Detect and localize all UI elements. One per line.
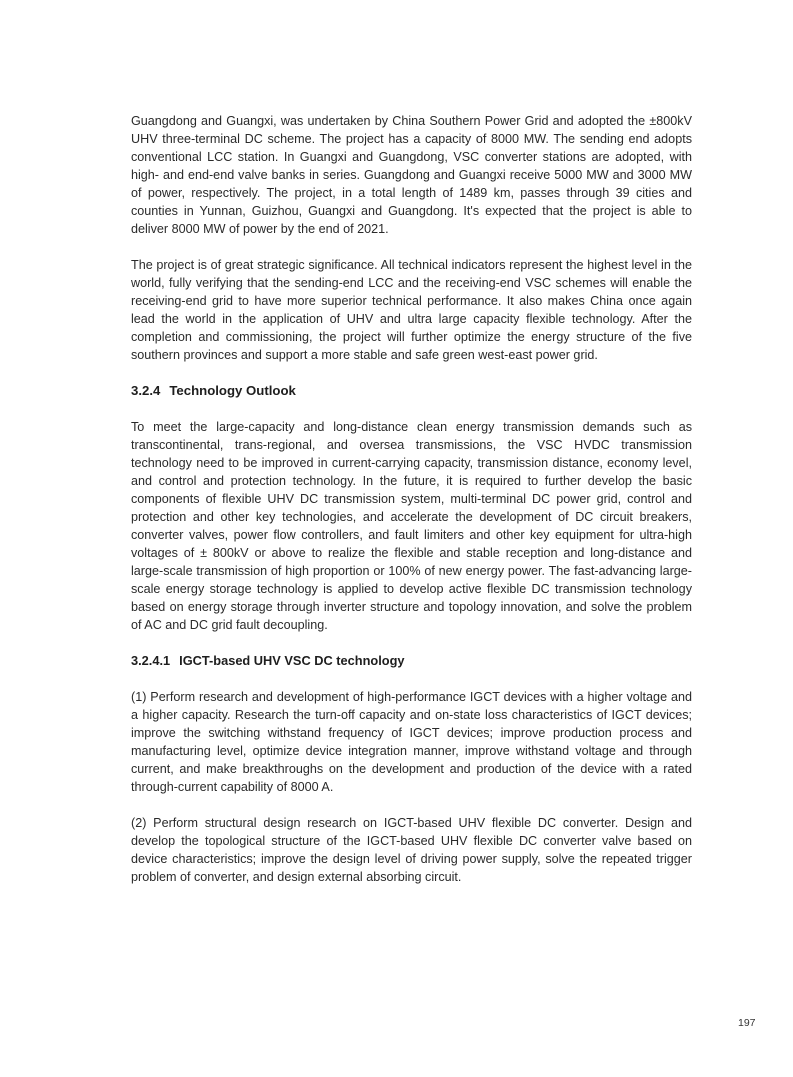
section-heading [131,382,692,400]
section-number: 3.2.4 [131,383,161,398]
section-title: Technology Outlook [169,383,296,398]
paragraph-technology-outlook: To meet the large-capacity and long-distance clean energy transmission demands such as transcontinental, trans-regional, and oversea transmissions, the VSC HVDC transmission technology need to be improved in current-carrying capacity, transmission distance, economy level, and control and protection technology. In the future, it is required to further develop the basic components of flexible UHV DC transmission system, multi-terminal DC power grid, control and protection and other key technologies, and accelerate the development of DC circuit breakers, converter valves, power flow controllers, and fault limiters and other key equipment for ultra-high voltages of ± 800kV or above to realize the flexible and stable reception and long-distance and large-scale transmission of high proportion or 100% of new energy power. The fast-advancing large-scale energy storage technology is applied to develop active flexible DC transmission technology based on energy storage through inverter structure and topology innovation, and solve the problem of AC and DC grid fault decoupling. [131,420,692,632]
list-item-1: (1) Perform research and development of high-performance IGCT devices with a higher voltage and a higher capacity. Research the turn-off capacity and on-state loss characteristics of IGCT devices; improve the switching withstand frequency of IGCT devices; improve production process and manufacturing level, optimize device integration manner, improve withstand voltage and through current, and make breakthroughs on the development and production of the device with a rated through-current capability of 8000 A. [131,690,692,794]
page-number: 197 [738,1017,756,1029]
paragraph-strategic-significance: The project is of great strategic significance. All technical indicators represent the highest level in the world, fully verifying that the sending-end LCC and the receiving-end VSC schemes will enable the receiving-end grid to have more superior technical performance. It also makes China once again lead the world in the application of UHV and ultra large capacity flexible technology. After the completion and commissioning, the project will further optimize the energy structure of the five southern provinces and support a more stable and safe green west-east power grid. [131,258,692,362]
list-item-2: (2) Perform structural design research on IGCT-based UHV flexible DC converter. Design and develop the topological structure of the IGCT-based UHV flexible DC converter valve based on device characteristics; improve the design level of driving power supply, solve the repeated trigger problem of converter, and design external absorbing circuit. [131,816,692,884]
subsection-title: IGCT-based UHV VSC DC technology [179,653,405,668]
page-content [131,112,692,886]
paragraph-project-description: Guangdong and Guangxi, was undertaken by China Southern Power Grid and adopted the ±800kV UHV three-terminal DC scheme. The project has a capacity of 8000 MW. The sending end adopts conventional LCC station. In Guangxi and Guangdong, VSC converter stations are adopted, with high- and end-end valve banks in series. Guangdong and Guangxi receive 5000 MW and 3000 MW of power, respectively. The project, in a total length of 1489 km, passes through 39 cities and counties in Yunnan, Guizhou, Guangxi and Guangdong. It's expected that the project is able to deliver 8000 MW of power by the end of 2021. [131,114,692,236]
subsection-heading [131,652,692,670]
subsection-number: 3.2.4.1 [131,653,171,668]
